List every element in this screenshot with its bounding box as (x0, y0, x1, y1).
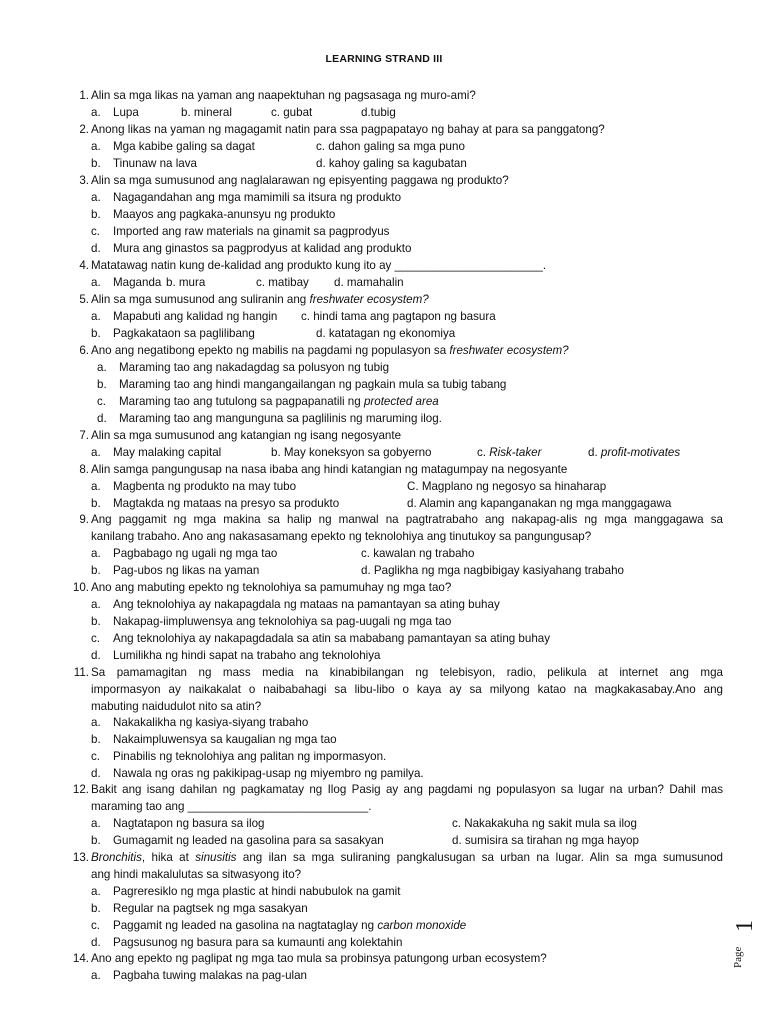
option-c: c. matibay (256, 276, 309, 289)
option-text: Regular na pagtsek ng mga sasakyan (113, 902, 308, 915)
option-d (588, 444, 680, 461)
option-b: Pagkakataon sa paglilibang (113, 327, 255, 340)
question-line: impormasyon ay naikakalat o naibabahagi sa libu-libo o kaya ay sa milyong katao na magkakasabay.Ano ang (91, 683, 723, 696)
page-label: Page (732, 946, 744, 968)
question-text: Alin sa mga likas na yaman ang naapektuhan ng pagsasaga ng muro-ami? (91, 89, 476, 102)
option-d: d. Paglikha ng mga nagbibigay kasiyahang trabaho (361, 564, 624, 577)
question-number: 13. (72, 851, 89, 864)
q6-option-b (97, 376, 506, 393)
q3-option-b (91, 206, 335, 223)
option-a: Lupa (113, 106, 139, 119)
question-7 (67, 427, 723, 444)
option-text: Maayos ang pagkaka-anunsyu ng produkto (113, 208, 336, 221)
option-a: Mga kabibe galing sa dagat (113, 140, 255, 153)
option-letter: c. (91, 225, 101, 238)
q14-option-a (91, 967, 307, 984)
option-text: Nawala ng oras ng pakikipag-usap ng miyembro ng pamilya. (113, 767, 424, 780)
question-text (91, 342, 723, 359)
question-text-plain: Alin sa mga sumusunod ang suliranin ang (91, 293, 307, 306)
question-text-plain: , hika at (141, 851, 189, 864)
option-b: Tinunaw na lava (113, 157, 197, 170)
question-number: 3. (79, 174, 89, 187)
question-line: maraming tao ang ____________________________. (91, 800, 372, 813)
option-b: Magtakda ng mataas na presyo sa produkto (113, 497, 340, 510)
question-11 (67, 664, 723, 715)
option-text: Maraming tao ang tutulong sa pagpapanatili ng (119, 395, 361, 408)
question-text: Alin sa mga sumusunod ang naglalarawan ng episyenting paggawa ng produkto? (91, 174, 509, 187)
option-letter: a. (91, 969, 101, 982)
option-letter: c. (97, 395, 107, 408)
q6-option-a (97, 359, 389, 376)
question-text (91, 849, 723, 883)
question-12 (67, 781, 723, 815)
question-number: 2. (79, 123, 89, 136)
option-text: Maraming tao ang mangunguna sa paglilinis ng maruming ilog. (119, 412, 442, 425)
option-d: d.tubig (361, 106, 396, 119)
option-letter: b. (91, 327, 101, 340)
option-letter: a. (91, 547, 101, 560)
question-6 (67, 342, 723, 359)
option-letter: d. (97, 412, 107, 425)
option-text: Pinabilis ng teknolohiya ang palitan ng impormasyon. (113, 750, 387, 763)
question-text (91, 664, 723, 715)
question-number: 4. (79, 259, 89, 272)
option-c: c. gubat (271, 106, 313, 119)
q10-option-b (91, 613, 451, 630)
option-text: Nakakalikha ng kasiya-siyang trabaho (113, 716, 309, 729)
option-letter: d. (91, 936, 101, 949)
q12-options-row1 (91, 815, 637, 832)
question-text (91, 511, 723, 545)
question-number: 14. (72, 952, 89, 965)
option-text: Nagagandahan ang mga mamimili sa itsura ng produkto (113, 191, 402, 204)
option-c: c. kawalan ng trabaho (361, 547, 475, 560)
option-text: Maraming tao ang hindi mangangailangan ng pagkain mula sa tubig tabang (119, 378, 507, 391)
q1-options (91, 104, 396, 121)
option-letter: b. (91, 615, 101, 628)
option-letter: a. (91, 106, 101, 119)
q13-option-b (91, 900, 308, 917)
question-text: Alin sa mga sumusunod ang katangian ng isang negosyante (91, 429, 402, 442)
option-letter: c. (91, 750, 101, 763)
option-a: Magbenta ng produkto na may tubo (113, 480, 297, 493)
option-letter: a. (91, 480, 101, 493)
option-a: May malaking capital (113, 446, 222, 459)
question-14 (67, 950, 723, 967)
question-line: Sa pamamagitan ng mass media na kinabibilangan ng telebisyon, radio, pelikula at internet ang mga (91, 666, 723, 679)
option-d: d. katatagan ng ekonomiya (316, 327, 456, 340)
option-letter: b. (91, 157, 101, 170)
q11-option-a (91, 714, 308, 731)
q9-options-row2 (91, 562, 624, 579)
question-4 (67, 257, 723, 274)
q13-option-d (91, 934, 402, 951)
q4-options (91, 274, 404, 291)
q5-options-row2 (91, 325, 456, 342)
option-text: Paggamit ng leaded na gasolina na nagtataglay ng (113, 919, 375, 932)
option-text: Maraming tao ang nakadagdag sa polusyon ng tubig (119, 361, 390, 374)
q5-options-row1 (91, 308, 496, 325)
option-text: Nakapag-iimpluwensya ang teknolohiya sa pag-uugali ng mga tao (113, 615, 452, 628)
option-letter: c. (91, 632, 101, 645)
option-letter: c. (477, 446, 487, 459)
page-number: 1 (732, 920, 758, 932)
question-text-plain: ang ilan sa mga suliraning pangkalusugan sa urban na lugar. Alin sa mga sumusunod (242, 851, 723, 864)
question-8 (67, 461, 723, 478)
q11-option-c (91, 748, 386, 765)
option-text-italic: profit-motivates (600, 446, 681, 459)
question-number: 12. (72, 783, 89, 796)
option-text: Lumilikha ng hindi sapat na trabaho ang teknolohiya (113, 649, 381, 662)
option-b: b. May koneksyon sa gobyerno (271, 446, 432, 459)
option-letter: b. (91, 497, 101, 510)
option-text-italic: carbon monoxide (377, 919, 467, 932)
question-number: 5. (79, 293, 89, 306)
option-c: c. Nakakakuha ng sakit mula sa ilog (452, 817, 637, 830)
q11-option-d (91, 765, 424, 782)
option-a: Nagtatapon ng basura sa ilog (113, 817, 265, 830)
question-text: Matatawag natin kung de-kalidad ang produkto kung ito ay _______________________. (91, 259, 547, 272)
question-number: 6. (79, 344, 89, 357)
option-c: c. dahon galing sa mga puno (316, 140, 465, 153)
option-letter: a. (91, 885, 101, 898)
q6-option-c (97, 393, 439, 410)
option-a: Mapabuti ang kalidad ng hangin (113, 310, 278, 323)
option-letter: b. (91, 564, 101, 577)
question-5 (67, 291, 723, 308)
option-letter: b. (97, 378, 107, 391)
option-letter: d. (91, 767, 101, 780)
question-text: Ano ang mabuting epekto ng teknolohiya sa pamumuhay ng mga tao? (91, 581, 452, 594)
option-d: d. mamahalin (334, 276, 404, 289)
question-text: Anong likas na yaman ng magagamit natin para ssa pagpapatayo ng bahay at para sa panggatong? (91, 123, 605, 136)
option-a: Pagbabago ng ugali ng mga tao (113, 547, 278, 560)
option-text-italic: protected area (363, 395, 439, 408)
option-text: Imported ang raw materials na ginamit sa pagprodyus (113, 225, 390, 238)
option-d: d. Alamin ang kapanganakan ng mga manggagawa (407, 497, 672, 510)
question-line: ang hindi makalulutas sa sitwasyong ito? (91, 868, 302, 881)
question-text (91, 781, 723, 815)
q3-option-c (91, 223, 389, 240)
option-d: d. sumisira sa tirahan ng mga hayop (452, 834, 639, 847)
option-text: Pagreresiklo ng mga plastic at hindi nabubulok na gamit (113, 885, 401, 898)
option-letter: b. (91, 208, 101, 221)
question-number: 10. (72, 581, 89, 594)
question-text (91, 291, 723, 308)
question-line: Bakit ang isang dahilan ng pagkamatay ng Ilog Pasig ay ang pagdami ng populasyon sa lugar na urban? Dahil mas (91, 783, 723, 796)
option-d: d. kahoy galing sa kagubatan (316, 157, 467, 170)
option-c (477, 444, 541, 461)
option-text: Pagbaha tuwing malakas na pag-ulan (113, 969, 308, 982)
question-line: Ang paggamit ng mga makina sa halip ng manwal na pagtratrabaho ang nakapag-alis ng mga manggagawa sa (91, 513, 723, 526)
question-9 (67, 511, 723, 545)
option-letter: b. (91, 834, 101, 847)
option-letter: c. (91, 919, 101, 932)
question-line (91, 849, 723, 866)
question-text: Alin samga pangungusap na nasa ibaba ang hindi katangian ng matagumpay na negosyante (91, 463, 568, 476)
q3-option-a (91, 189, 401, 206)
question-1 (67, 87, 723, 104)
option-letter: b. (91, 733, 101, 746)
option-letter: b. (91, 902, 101, 915)
option-text-italic: Risk-taker (489, 446, 542, 459)
q9-options-row1 (91, 545, 475, 562)
q2-options-row2 (91, 155, 467, 172)
q10-option-a (91, 596, 500, 613)
question-text-plain: Ano ang negatibong epekto ng mabilis na pagdami ng populasyon sa (91, 344, 447, 357)
option-b: b. mineral (181, 106, 232, 119)
q3-option-d (91, 240, 411, 257)
q12-options-row2 (91, 832, 639, 849)
option-letter: a. (91, 191, 101, 204)
option-letter: d. (91, 242, 101, 255)
option-letter: a. (91, 310, 101, 323)
option-letter: a. (97, 361, 107, 374)
option-letter: a. (91, 446, 101, 459)
question-2 (67, 121, 723, 138)
option-letter: a. (91, 276, 101, 289)
question-text-italic: freshwater ecosystem? (449, 344, 569, 357)
question-13 (67, 849, 723, 883)
option-letter: d. (588, 446, 598, 459)
option-text: Mura ang ginastos sa pagprodyus at kalidad ang produkto (113, 242, 412, 255)
q7-options (91, 444, 681, 461)
question-text-italic: Bronchitis (91, 851, 142, 864)
option-b: Gumagamit ng leaded na gasolina para sa sasakyan (113, 834, 384, 847)
question-10 (67, 579, 723, 596)
question-text-italic: freshwater ecosystem? (309, 293, 429, 306)
option-b: Pag-ubos ng likas na yaman (113, 564, 260, 577)
question-text-italic: sinusitis (195, 851, 237, 864)
q11-option-b (91, 731, 337, 748)
question-number: 11. (73, 666, 89, 679)
question-text: Ano ang epekto ng paglipat ng mga tao mula sa probinsya patungong urban ecosystem? (91, 952, 547, 965)
option-b: b. mura (166, 276, 206, 289)
option-letter: a. (91, 140, 101, 153)
question-3 (67, 172, 723, 189)
q13-option-c (91, 917, 466, 934)
question-number: 1. (79, 89, 89, 102)
option-letter: d. (91, 649, 101, 662)
q10-option-d (91, 647, 381, 664)
option-letter: a. (91, 716, 101, 729)
option-letter: a. (91, 817, 101, 830)
option-c: C. Magplano ng negosyo sa hinaharap (407, 480, 607, 493)
q8-options-row2 (91, 495, 672, 512)
question-number: 8. (79, 463, 89, 476)
option-a: Maganda (113, 276, 162, 289)
q8-options-row1 (91, 478, 607, 495)
question-number: 7. (79, 429, 89, 442)
q2-options-row1 (91, 138, 465, 155)
option-letter: a. (91, 598, 101, 611)
option-text: Pagsusunog ng basura para sa kumaunti ang kolektahin (113, 936, 403, 949)
question-line: mabuting naidudulot nito sa atin? (91, 700, 262, 713)
option-text: Nakaimpluwensya sa kaugalian ng mga tao (113, 733, 337, 746)
document-title: LEARNING STRAND III (325, 53, 443, 65)
q6-option-d (97, 410, 442, 427)
q10-option-c (91, 630, 550, 647)
q13-option-a (91, 883, 400, 900)
question-line: kanilang trabaho. Ano ang nakasasamang epekto ng teknolohiya ang tinutukoy sa pangungusap? (91, 530, 592, 543)
option-text: Ang teknolohiya ay nakapagdala ng mataas na pamantayan sa ating buhay (113, 598, 500, 611)
option-c: c. hindi tama ang pagtapon ng basura (301, 310, 496, 323)
option-text: Ang teknolohiya ay nakapagdadala sa atin sa mababang pamantayan sa ating buhay (113, 632, 551, 645)
question-number: 9. (79, 513, 89, 526)
